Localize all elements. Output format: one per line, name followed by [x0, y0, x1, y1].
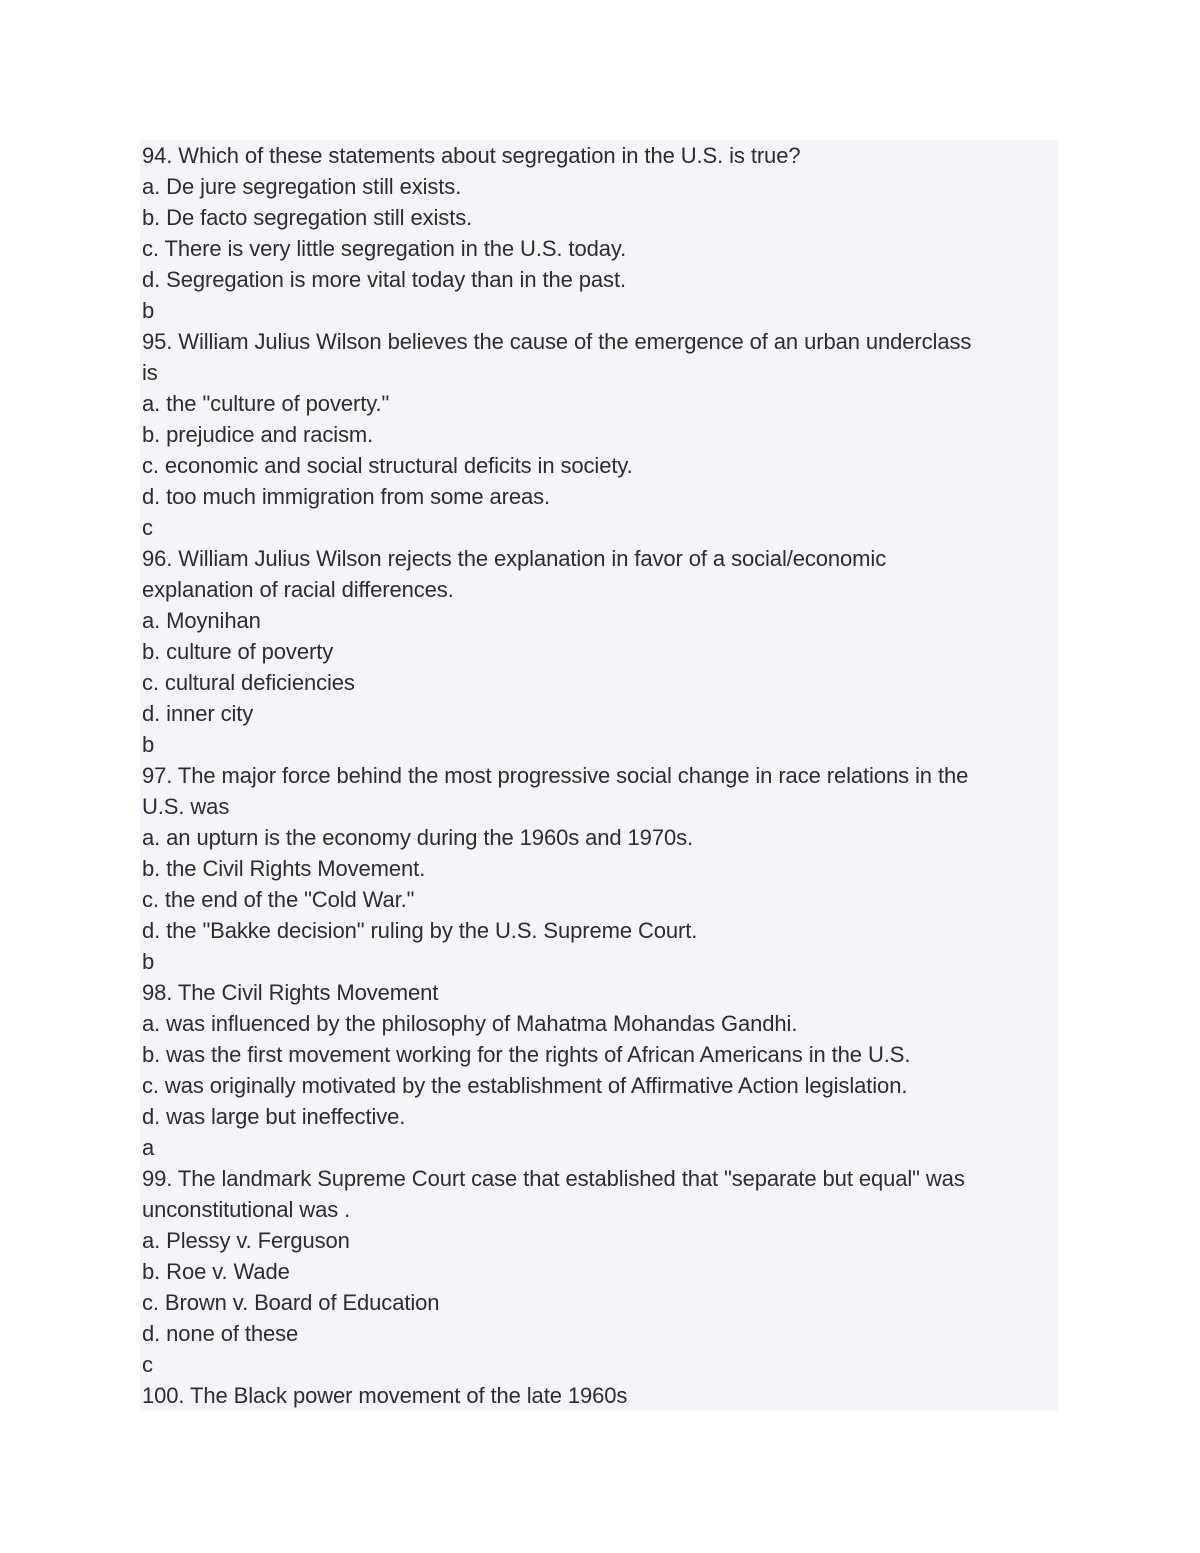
text-line: b. culture of poverty [142, 639, 334, 664]
text-line: c. cultural deficiencies [142, 670, 355, 695]
text-line: c. was originally motivated by the establishment of Affirmative Action legislation. [142, 1073, 908, 1098]
document-text-block [140, 140, 1058, 1411]
text-line: 98. The Civil Rights Movement [142, 980, 439, 1005]
text-line: a. De jure segregation still exists. [142, 174, 462, 199]
text-line: d. too much immigration from some areas. [142, 484, 551, 509]
text-line: 99. The landmark Supreme Court case that established that "separate but equal" was [142, 1166, 965, 1191]
text-line: a. an upturn is the economy during the 1960s and 1970s. [142, 825, 693, 850]
text-line: 100. The Black power movement of the late 1960s [142, 1383, 628, 1408]
text-line: d. inner city [142, 701, 254, 726]
text-line: c. economic and social structural deficits in society. [142, 453, 633, 478]
text-line: d. the "Bakke decision" ruling by the U.S. Supreme Court. [142, 918, 698, 943]
text-line: a. Moynihan [142, 608, 261, 633]
text-line: 96. William Julius Wilson rejects the explanation in favor of a social/economic [142, 546, 887, 571]
text-line: c. There is very little segregation in the U.S. today. [142, 236, 627, 261]
text-line: b. was the first movement working for the rights of African Americans in the U.S. [142, 1042, 911, 1067]
text-line: 94. Which of these statements about segregation in the U.S. is true? [142, 143, 801, 168]
text-line: b [142, 732, 155, 757]
text-line: c [142, 515, 153, 540]
text-line: b. prejudice and racism. [142, 422, 374, 447]
text-line: explanation of racial differences. [142, 577, 454, 602]
text-line: b [142, 949, 155, 974]
text-line: c. Brown v. Board of Education [142, 1290, 440, 1315]
text-line: a. Plessy v. Ferguson [142, 1228, 350, 1253]
text-line: a. the "culture of poverty." [142, 391, 390, 416]
text-line: d. none of these [142, 1321, 299, 1346]
text-line: is [142, 360, 158, 385]
text-line: U.S. was [142, 794, 230, 819]
text-line: b. the Civil Rights Movement. [142, 856, 426, 881]
text-line: c [142, 1352, 153, 1377]
text-line: unconstitutional was . [142, 1197, 351, 1222]
text-line: 95. William Julius Wilson believes the cause of the emergence of an urban underclass [142, 329, 972, 354]
text-line: b. Roe v. Wade [142, 1259, 290, 1284]
text-line: d. Segregation is more vital today than in the past. [142, 267, 626, 292]
text-line: d. was large but ineffective. [142, 1104, 406, 1129]
text-line: 97. The major force behind the most progressive social change in race relations in the [142, 763, 969, 788]
text-line: a [142, 1135, 155, 1160]
text-line: b [142, 298, 155, 323]
text-line: c. the end of the "Cold War." [142, 887, 415, 912]
text-line: a. was influenced by the philosophy of Mahatma Mohandas Gandhi. [142, 1011, 798, 1036]
text-line: b. De facto segregation still exists. [142, 205, 473, 230]
